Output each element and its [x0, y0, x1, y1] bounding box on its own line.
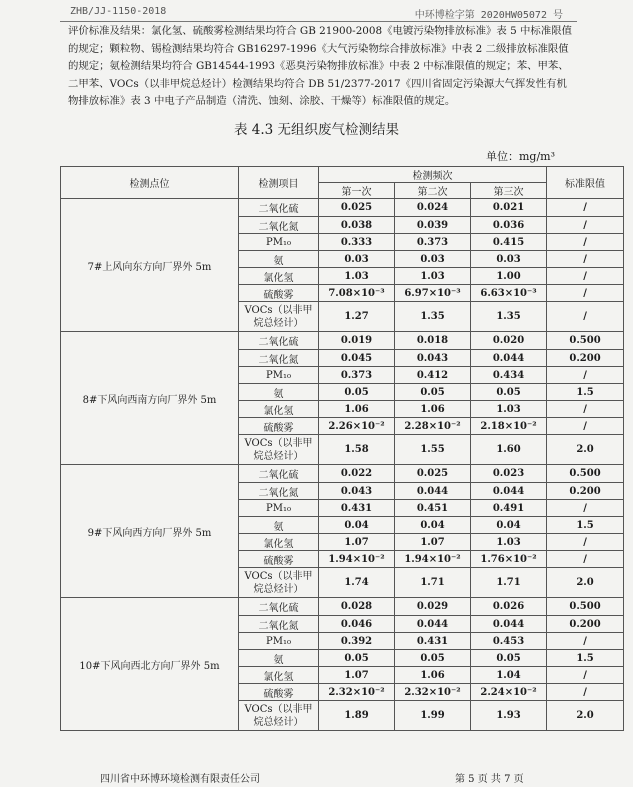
item-cell: VOCs（以非甲烷总烃计） — [239, 302, 319, 332]
value-first-cell: 0.05 — [319, 384, 395, 401]
item-cell: PM₁₀ — [239, 367, 319, 384]
value-third-cell: 1.60 — [471, 435, 547, 465]
value-second-cell: 1.94×10⁻² — [395, 551, 471, 568]
value-third-cell: 0.044 — [471, 483, 547, 500]
limit-cell: / — [547, 217, 624, 234]
item-cell: 硫酸雾 — [239, 285, 319, 302]
value-third-cell: 1.03 — [471, 401, 547, 418]
value-first-cell: 0.392 — [319, 633, 395, 650]
results-table — [60, 166, 624, 731]
value-second-cell: 0.373 — [395, 234, 471, 251]
item-cell: 二氧化硫 — [239, 199, 319, 217]
value-third-cell: 0.491 — [471, 500, 547, 517]
value-third-cell: 1.71 — [471, 568, 547, 598]
limit-cell: / — [547, 234, 624, 251]
value-first-cell: 0.038 — [319, 217, 395, 234]
item-cell: 氯化氢 — [239, 401, 319, 418]
item-cell: 氨 — [239, 650, 319, 667]
value-second-cell: 0.044 — [395, 616, 471, 633]
value-third-cell: 1.03 — [471, 534, 547, 551]
limit-cell: / — [547, 500, 624, 517]
value-first-cell: 1.89 — [319, 701, 395, 731]
item-cell: 二氧化硫 — [239, 598, 319, 616]
limit-cell: / — [547, 302, 624, 332]
value-second-cell: 0.451 — [395, 500, 471, 517]
item-cell: 二氧化氮 — [239, 616, 319, 633]
value-second-cell: 0.04 — [395, 517, 471, 534]
limit-cell: / — [547, 633, 624, 650]
limit-cell: / — [547, 418, 624, 435]
limit-cell: 2.0 — [547, 568, 624, 598]
table-title: 表 4.3 无组织废气检测结果 — [233, 122, 400, 138]
limit-cell: 2.0 — [547, 435, 624, 465]
value-first-cell: 0.043 — [319, 483, 395, 500]
value-second-cell: 1.71 — [395, 568, 471, 598]
value-second-cell: 0.039 — [395, 217, 471, 234]
point-cell: 9#下风向西方向厂界外 5m — [61, 465, 239, 598]
value-first-cell: 0.025 — [319, 199, 395, 217]
item-cell: 氯化氢 — [239, 667, 319, 684]
value-second-cell: 0.412 — [395, 367, 471, 384]
value-third-cell: 0.036 — [471, 217, 547, 234]
point-cell: 10#下风向西北方向厂界外 5m — [61, 598, 239, 731]
value-first-cell: 1.27 — [319, 302, 395, 332]
limit-cell: / — [547, 684, 624, 701]
col-header-second: 第二次 — [395, 183, 471, 199]
item-cell: 氨 — [239, 517, 319, 534]
value-third-cell: 0.020 — [471, 332, 547, 350]
point-cell: 7#上风向东方向厂界外 5m — [61, 199, 239, 332]
limit-cell: 0.200 — [547, 616, 624, 633]
value-second-cell: 0.018 — [395, 332, 471, 350]
limit-cell: / — [547, 268, 624, 285]
value-third-cell: 0.021 — [471, 199, 547, 217]
value-first-cell: 0.373 — [319, 367, 395, 384]
limit-cell: 0.500 — [547, 465, 624, 483]
item-cell: PM₁₀ — [239, 234, 319, 251]
limit-cell: 2.0 — [547, 701, 624, 731]
value-second-cell: 1.03 — [395, 268, 471, 285]
value-first-cell: 1.58 — [319, 435, 395, 465]
item-cell: VOCs（以非甲烷总烃计） — [239, 701, 319, 731]
value-third-cell: 0.434 — [471, 367, 547, 384]
value-second-cell: 6.97×10⁻³ — [395, 285, 471, 302]
value-second-cell: 0.043 — [395, 350, 471, 367]
value-first-cell: 0.03 — [319, 251, 395, 268]
value-first-cell: 1.06 — [319, 401, 395, 418]
value-first-cell: 1.94×10⁻² — [319, 551, 395, 568]
value-third-cell: 0.415 — [471, 234, 547, 251]
limit-cell: / — [547, 401, 624, 418]
table-row — [61, 465, 624, 483]
report-number: 中环博检字第 2020HW05072 号 — [414, 10, 563, 21]
value-second-cell: 2.28×10⁻² — [395, 418, 471, 435]
value-first-cell: 0.022 — [319, 465, 395, 483]
value-third-cell: 2.18×10⁻² — [471, 418, 547, 435]
limit-cell: / — [547, 251, 624, 268]
limit-cell: / — [547, 551, 624, 568]
value-first-cell: 2.26×10⁻² — [319, 418, 395, 435]
value-second-cell: 1.06 — [395, 667, 471, 684]
header-rule — [60, 21, 577, 22]
table-row — [61, 199, 624, 217]
value-first-cell: 0.431 — [319, 500, 395, 517]
col-header-third: 第三次 — [471, 183, 547, 199]
value-third-cell: 1.76×10⁻² — [471, 551, 547, 568]
item-cell: 二氧化硫 — [239, 465, 319, 483]
item-cell: 氨 — [239, 251, 319, 268]
value-third-cell: 1.04 — [471, 667, 547, 684]
limit-cell: 0.200 — [547, 483, 624, 500]
value-third-cell: 6.63×10⁻³ — [471, 285, 547, 302]
evaluation-text: 评价标准及结果：氯化氢、硫酸雾检测结果均符合 GB 21900-2008《电镀污染物排放标准》表 5 中标准限值的规定；颗粒物、锡检测结果均符合 GB16297-1996《大气污染物综合排放标准》中表 2 二级排放标准限值的规定；氨检测结果均符合 GB14544-1993《恶臭污染物排放标准》中表 2 中标准限值的规定；苯、甲苯、二甲苯、VOCs（以非甲烷总烃计）检测结果均符合 DB 51/2377-2017《四川省固定污染源大气挥发性有机物排放标准》表 3 中电子产品制造（清洗、蚀刻、涂胶、干燥等）标准限值的规定。 — [68, 25, 572, 107]
table-row — [61, 332, 624, 350]
value-third-cell: 0.453 — [471, 633, 547, 650]
value-first-cell: 1.03 — [319, 268, 395, 285]
value-first-cell: 0.04 — [319, 517, 395, 534]
item-cell: 二氧化氮 — [239, 217, 319, 234]
value-second-cell: 1.35 — [395, 302, 471, 332]
value-second-cell: 0.025 — [395, 465, 471, 483]
col-header-item: 检测项目 — [239, 167, 319, 199]
limit-cell: / — [547, 199, 624, 217]
item-cell: 氯化氢 — [239, 268, 319, 285]
limit-cell: / — [547, 667, 624, 684]
item-cell: 氯化氢 — [239, 534, 319, 551]
value-first-cell: 0.05 — [319, 650, 395, 667]
page-number: 第 5 页 共 7 页 — [455, 774, 524, 785]
limit-cell: / — [547, 534, 624, 551]
item-cell: 硫酸雾 — [239, 684, 319, 701]
table-row — [61, 598, 624, 616]
limit-cell: 0.500 — [547, 598, 624, 616]
value-second-cell: 0.029 — [395, 598, 471, 616]
value-second-cell: 1.06 — [395, 401, 471, 418]
value-second-cell: 1.55 — [395, 435, 471, 465]
item-cell: 氨 — [239, 384, 319, 401]
point-cell: 8#下风向西南方向厂界外 5m — [61, 332, 239, 465]
value-first-cell: 2.32×10⁻² — [319, 684, 395, 701]
limit-cell: 0.500 — [547, 332, 624, 350]
col-header-limit: 标准限值 — [547, 167, 624, 199]
value-second-cell: 0.431 — [395, 633, 471, 650]
item-cell: VOCs（以非甲烷总烃计） — [239, 435, 319, 465]
value-second-cell: 0.05 — [395, 650, 471, 667]
item-cell: 二氧化氮 — [239, 350, 319, 367]
value-first-cell: 1.07 — [319, 534, 395, 551]
value-third-cell: 1.35 — [471, 302, 547, 332]
unit-label: 单位：mg/m³ — [486, 150, 556, 163]
doc-code: ZHB/JJ-1150-2018 — [70, 6, 167, 17]
value-third-cell: 0.044 — [471, 616, 547, 633]
limit-cell: 1.5 — [547, 384, 624, 401]
company-name: 四川省中环博环境检测有限责任公司 — [100, 774, 260, 785]
item-cell: PM₁₀ — [239, 633, 319, 650]
col-header-frequency: 检测频次 — [319, 167, 547, 183]
value-third-cell: 0.026 — [471, 598, 547, 616]
value-third-cell: 0.05 — [471, 650, 547, 667]
value-first-cell: 0.333 — [319, 234, 395, 251]
limit-cell: 1.5 — [547, 517, 624, 534]
limit-cell: 1.5 — [547, 650, 624, 667]
value-third-cell: 1.00 — [471, 268, 547, 285]
evaluation-paragraph — [68, 23, 574, 111]
value-first-cell: 1.07 — [319, 667, 395, 684]
value-third-cell: 0.03 — [471, 251, 547, 268]
item-cell: 二氧化氮 — [239, 483, 319, 500]
item-cell: VOCs（以非甲烷总烃计） — [239, 568, 319, 598]
col-header-first: 第一次 — [319, 183, 395, 199]
value-second-cell: 0.024 — [395, 199, 471, 217]
limit-cell: / — [547, 367, 624, 384]
item-cell: 硫酸雾 — [239, 418, 319, 435]
limit-cell: / — [547, 285, 624, 302]
value-second-cell: 1.07 — [395, 534, 471, 551]
value-third-cell: 0.04 — [471, 517, 547, 534]
value-second-cell: 0.044 — [395, 483, 471, 500]
value-second-cell: 0.03 — [395, 251, 471, 268]
value-first-cell: 0.046 — [319, 616, 395, 633]
limit-cell: 0.200 — [547, 350, 624, 367]
value-first-cell: 0.028 — [319, 598, 395, 616]
value-second-cell: 2.32×10⁻² — [395, 684, 471, 701]
value-first-cell: 0.045 — [319, 350, 395, 367]
value-first-cell: 7.08×10⁻³ — [319, 285, 395, 302]
value-third-cell: 0.05 — [471, 384, 547, 401]
value-second-cell: 0.05 — [395, 384, 471, 401]
value-third-cell: 0.044 — [471, 350, 547, 367]
item-cell: 二氧化硫 — [239, 332, 319, 350]
col-header-point: 检测点位 — [61, 167, 239, 199]
value-second-cell: 1.99 — [395, 701, 471, 731]
value-first-cell: 1.74 — [319, 568, 395, 598]
item-cell: 硫酸雾 — [239, 551, 319, 568]
value-third-cell: 2.24×10⁻² — [471, 684, 547, 701]
value-first-cell: 0.019 — [319, 332, 395, 350]
value-third-cell: 0.023 — [471, 465, 547, 483]
value-third-cell: 1.93 — [471, 701, 547, 731]
item-cell: PM₁₀ — [239, 500, 319, 517]
